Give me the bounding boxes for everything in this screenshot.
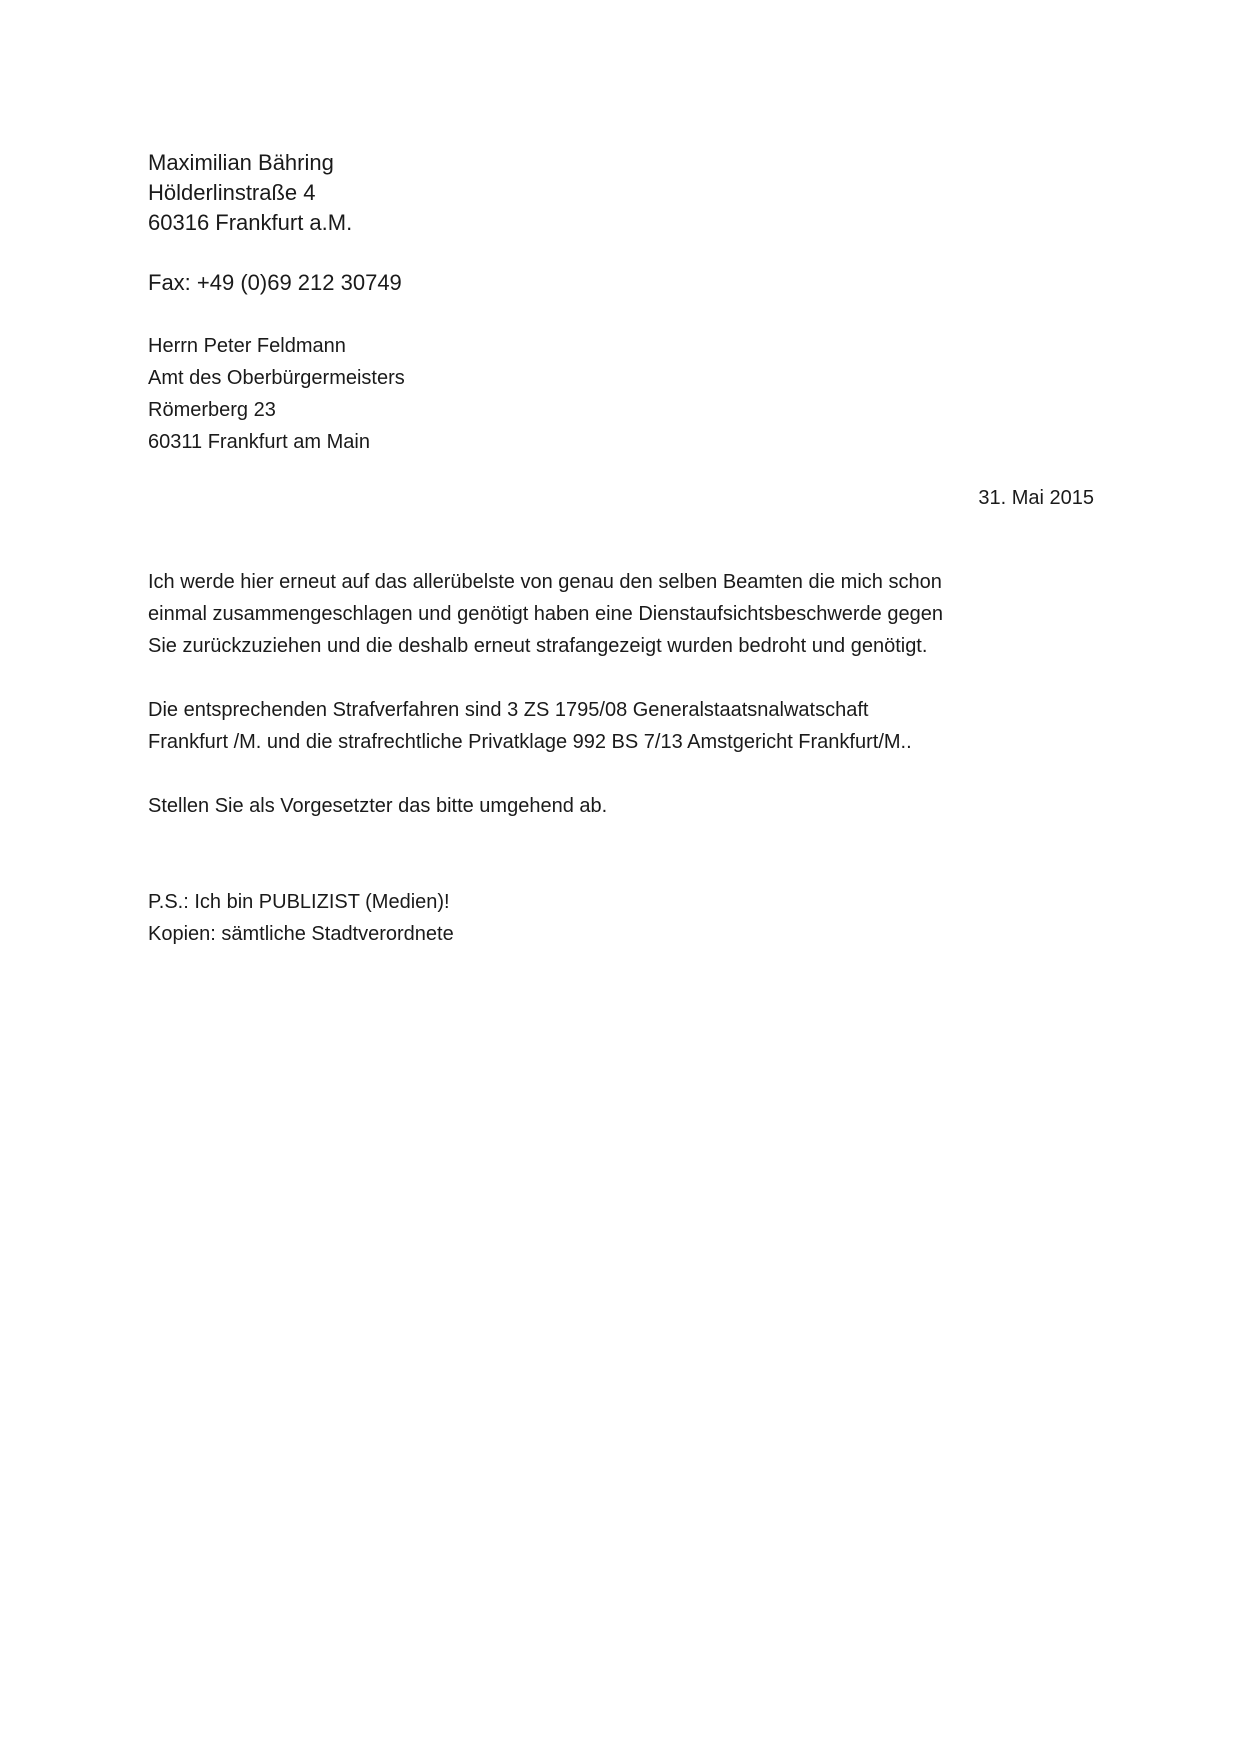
sender-fax: Fax: +49 (0)69 212 30749 [148,270,402,295]
sender-street: Hölderlinstraße 4 [148,180,316,205]
paragraph1-line1: Ich werde hier erneut auf das allerübelste von genau den selben Beamten die mich schon [148,571,942,593]
letter-date: 31. Mai 2015 [978,487,1094,509]
recipient-name: Herrn Peter Feldmann [148,335,346,357]
postscript: P.S.: Ich bin PUBLIZIST (Medien)! [148,891,450,913]
paragraph2-line2: Frankfurt /M. und die strafrechtliche Privatklage 992 BS 7/13 Amstgericht Frankfurt/M.. [148,731,912,753]
copies-note: Kopien: sämtliche Stadtverordnete [148,923,454,945]
sender-name: Maximilian Bähring [148,150,334,175]
paragraph1-line2: einmal zusammengeschlagen und genötigt haben eine Dienstaufsichtsbeschwerde gegen [148,603,943,625]
paragraph2-line1: Die entsprechenden Strafverfahren sind 3 ZS 1795/08 Generalstaatsnalwatschaft [148,699,869,721]
paragraph3: Stellen Sie als Vorgesetzter das bitte umgehend ab. [148,795,608,817]
sender-city: 60316 Frankfurt a.M. [148,210,353,235]
recipient-office: Amt des Oberbürgermeisters [148,367,405,389]
recipient-street: Römerberg 23 [148,399,276,421]
recipient-city: 60311 Frankfurt am Main [148,431,370,453]
paragraph1-line3: Sie zurückzuziehen und die deshalb erneut strafangezeigt wurden bedroht und genötigt. [148,635,928,657]
